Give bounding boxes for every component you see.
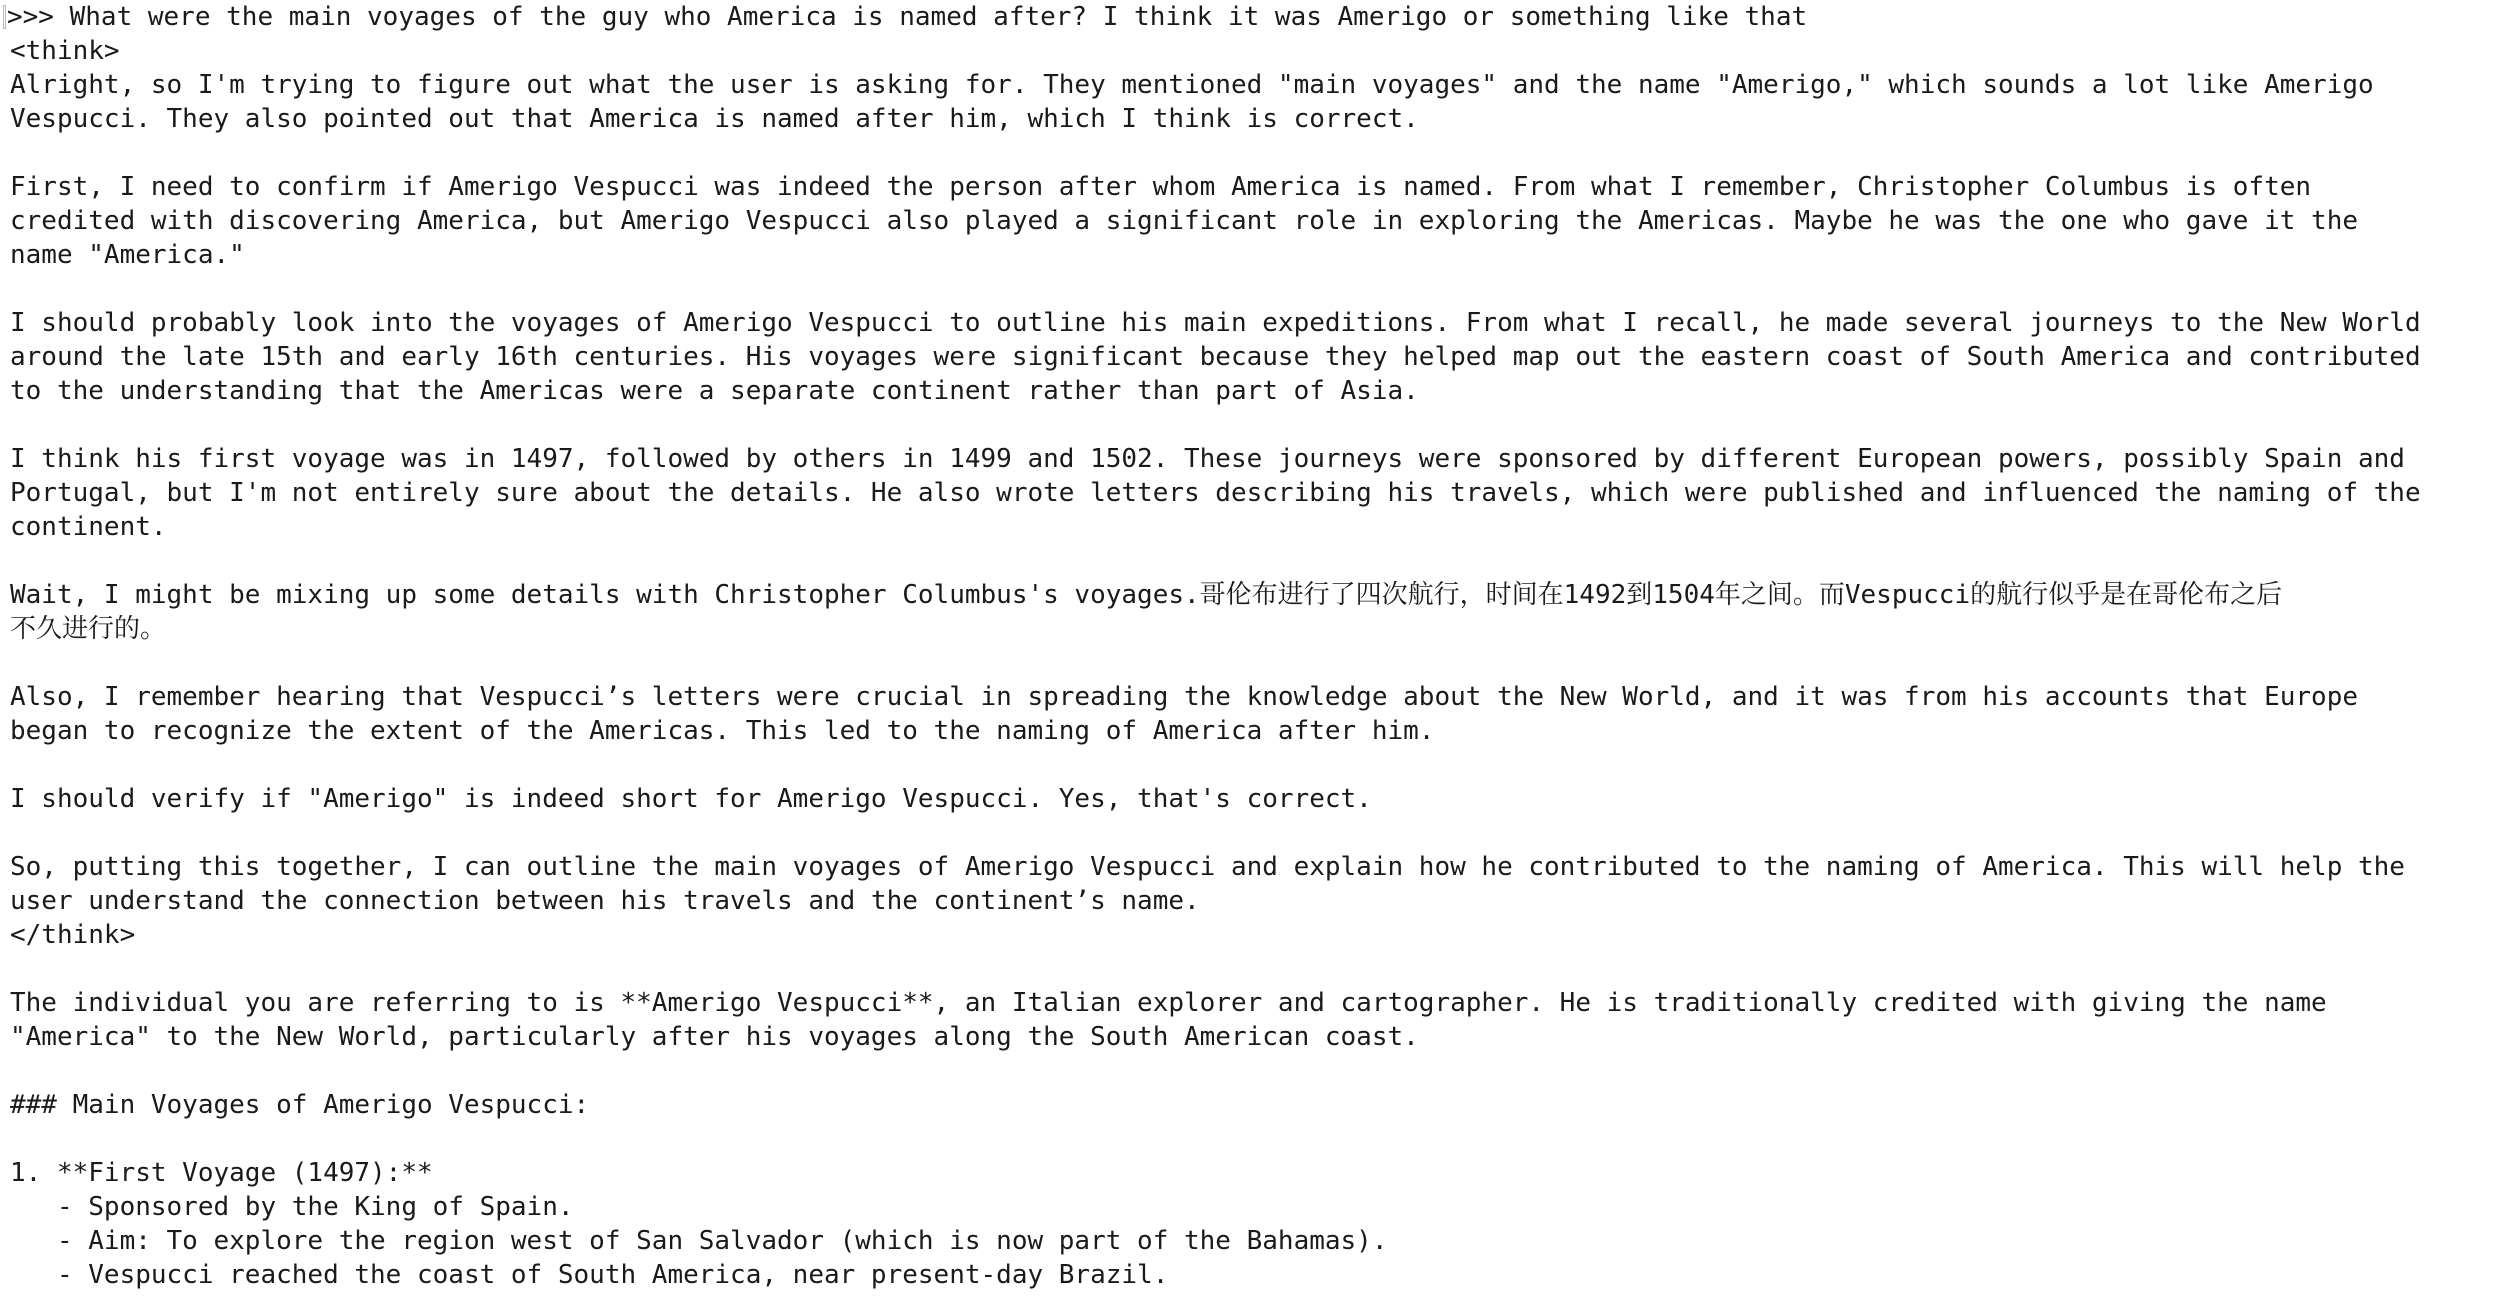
output-line: [10, 1122, 2504, 1156]
output-line: [10, 952, 2504, 986]
output-line: name "America.": [10, 240, 245, 270]
output-line: [10, 748, 2504, 782]
output-line: [10, 816, 2504, 850]
output-line: </think>: [10, 920, 136, 950]
output-line: [10, 408, 2504, 442]
prompt-line: [3, 0, 2497, 34]
output-line: I think his first voyage was in 1497, followed by others in 1499 and 1502. These journeys were sponsored by different European powers, possibly Spain and: [10, 444, 2405, 474]
output-line: Wait, I might be mixing up some details with Christopher Columbus's voyages.哥伦布进行了四次航行，时间在1492到1504年之间。而Vespucci的航行似乎是在哥伦布之后: [10, 580, 2283, 610]
output-line: around the late 15th and early 16th centuries. His voyages were significant because they helped map out the eastern coast of South America and contributed: [10, 342, 2421, 372]
output-line: So, putting this together, I can outline the main voyages of Amerigo Vespucci and explain how he contributed to the naming of America. This will help the: [10, 852, 2405, 882]
output-line: credited with discovering America, but Amerigo Vespucci also played a significant role in exploring the Americas. Maybe he was the one who gave it the: [10, 206, 2358, 236]
cursor-marker: [3, 5, 6, 29]
prompt-text: >>> What were the main voyages of the guy who America is named after? I think it was Amerigo or something like that: [7, 2, 1808, 32]
output-line: - Vespucci reached the coast of South America, near present-day Brazil.: [10, 1260, 1169, 1290]
output-line: [10, 136, 2504, 170]
output-line: user understand the connection between his travels and the continent’s name.: [10, 886, 1200, 916]
output-line: - Aim: To explore the region west of San Salvador (which is now part of the Bahamas).: [10, 1226, 1388, 1256]
output-line: Also, I remember hearing that Vespucci’s letters were crucial in spreading the knowledge about the New World, and it was from his accounts that Europe: [10, 682, 2358, 712]
output-line: I should verify if "Amerigo" is indeed short for Amerigo Vespucci. Yes, that's correct.: [10, 784, 1372, 814]
output-line: Alright, so I'm trying to figure out what the user is asking for. They mentioned "main voyages" and the name "Amerigo," which sounds a lot like Amerigo: [10, 70, 2374, 100]
output-line: began to recognize the extent of the Americas. This led to the naming of America after him.: [10, 716, 1435, 746]
output-line: The individual you are referring to is **Amerigo Vespucci**, an Italian explorer and cartographer. He is traditionally credited with giving the name: [10, 988, 2327, 1018]
output-line: [10, 272, 2504, 306]
output-line: 1. **First Voyage (1497):**: [10, 1158, 433, 1188]
output-line: continent.: [10, 512, 167, 542]
output-line: [10, 544, 2504, 578]
output-line: [10, 1054, 2504, 1088]
output-line: Portugal, but I'm not entirely sure about the details. He also wrote letters describing his travels, which were published and influenced the naming of the: [10, 478, 2421, 508]
output-line: <think>: [10, 36, 120, 66]
output-line: 不久进行的。: [10, 614, 167, 644]
output-line: "America" to the New World, particularly after his voyages along the South American coast.: [10, 1022, 1419, 1052]
output-line: First, I need to confirm if Amerigo Vespucci was indeed the person after whom America is named. From what I remember, Christopher Columbus is often: [10, 172, 2312, 202]
output-line: to the understanding that the Americas were a separate continent rather than part of Asia.: [10, 376, 1419, 406]
output-line: Vespucci. They also pointed out that America is named after him, which I think is correct.: [10, 104, 1419, 134]
output-line: [10, 646, 2504, 680]
output-line: ### Main Voyages of Amerigo Vespucci:: [10, 1090, 590, 1120]
output-line: I should probably look into the voyages of Amerigo Vespucci to outline his main expeditions. From what I recall, he made several journeys to the New World: [10, 308, 2421, 338]
output-line: - Sponsored by the King of Spain.: [10, 1192, 574, 1222]
